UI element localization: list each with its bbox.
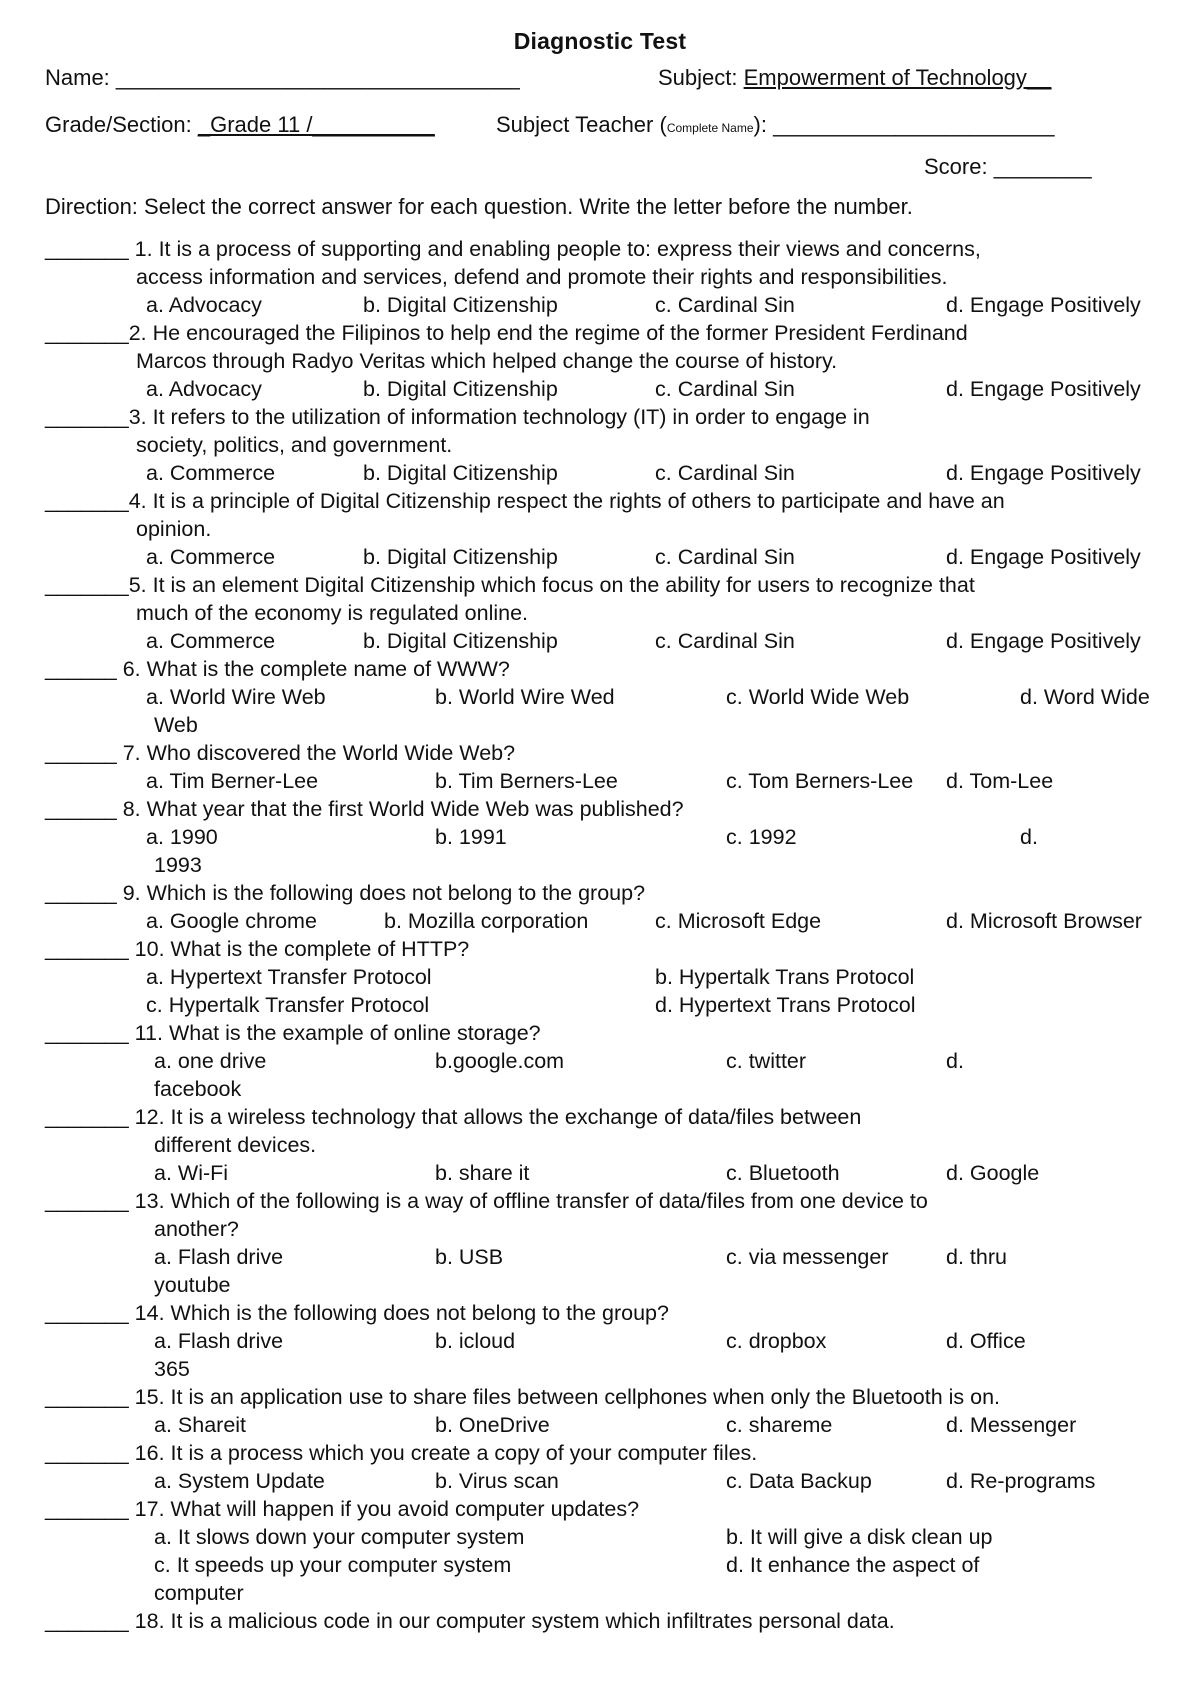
- answer-blank: ______: [45, 741, 117, 765]
- option-b: b. icloud: [435, 1329, 516, 1353]
- name-label: Name:: [45, 65, 116, 90]
- question-2: [45, 319, 968, 347]
- answer-blank: _______: [45, 237, 129, 261]
- option-a: a. Flash drive: [154, 1245, 284, 1269]
- option-continuation: computer: [154, 1581, 244, 1605]
- option-b: b. Virus scan: [435, 1469, 559, 1493]
- option-d: d. Engage Positively: [946, 461, 1141, 485]
- question-continuation: society, politics, and government.: [136, 433, 453, 457]
- option-d: d. Word Wide: [1020, 685, 1150, 709]
- question-13: [45, 1187, 928, 1215]
- answer-blank: _______: [45, 405, 129, 429]
- option-d: d. Messenger: [946, 1413, 1077, 1437]
- question-3: [45, 403, 870, 431]
- answer-blank: _______: [45, 1021, 129, 1045]
- option-a: a. one drive: [154, 1049, 267, 1073]
- question-12: [45, 1103, 861, 1131]
- option-c: c. shareme: [726, 1413, 833, 1437]
- subject-field: [658, 64, 1051, 92]
- option-d: d.: [946, 1049, 964, 1073]
- option-d: d. Engage Positively: [946, 629, 1141, 653]
- option-continuation: Web: [154, 713, 198, 737]
- question-text: 14. Which is the following does not belong to the group?: [128, 1301, 669, 1325]
- option-a: a. Wi-Fi: [154, 1161, 229, 1185]
- question-text: 18. It is a malicious code in our computer system which infiltrates personal data.: [128, 1609, 895, 1633]
- option-b: b. Hypertalk Trans Protocol: [655, 965, 915, 989]
- question-6: [45, 655, 510, 683]
- subject-value: Empowerment of Technology__: [743, 65, 1052, 90]
- question-4: [45, 487, 1005, 515]
- question-15: [45, 1383, 1000, 1411]
- option-d: d.: [1020, 825, 1038, 849]
- answer-blank: _______: [45, 1105, 129, 1129]
- grade-label: Grade/Section:: [45, 112, 198, 137]
- option-c: c. Bluetooth: [726, 1161, 840, 1185]
- question-text: 10. What is the complete of HTTP?: [128, 937, 470, 961]
- option-d: d. Office: [946, 1329, 1026, 1353]
- option-c: c. Cardinal Sin: [655, 629, 795, 653]
- option-d: d. Engage Positively: [946, 293, 1141, 317]
- question-1: [45, 235, 981, 263]
- option-c: c. Hypertalk Transfer Protocol: [146, 993, 430, 1017]
- question-11: [45, 1019, 541, 1047]
- score-blank: ________: [993, 154, 1092, 179]
- option-c: c. World Wide Web: [726, 685, 910, 709]
- option-a: a. System Update: [154, 1469, 325, 1493]
- option-a: a. 1990: [146, 825, 218, 849]
- option-a: a. World Wire Web: [146, 685, 326, 709]
- answer-blank: _______: [45, 937, 129, 961]
- question-text: 2. He encouraged the Filipinos to help end the regime of the former President Ferdinand: [128, 321, 968, 345]
- option-a: a. Tim Berner-Lee: [146, 769, 319, 793]
- teacher-field: [496, 111, 1055, 142]
- question-text: 4. It is a principle of Digital Citizenship respect the rights of others to participate and have an: [128, 489, 1005, 513]
- option-c: c. twitter: [726, 1049, 807, 1073]
- question-18: [45, 1607, 895, 1635]
- option-d: d. Hypertext Trans Protocol: [655, 993, 916, 1017]
- option-a: a. Commerce: [146, 461, 276, 485]
- question-text: 17. What will happen if you avoid computer updates?: [128, 1497, 640, 1521]
- option-continuation: facebook: [154, 1077, 242, 1101]
- option-d: d. Engage Positively: [946, 377, 1141, 401]
- option-a: a. Shareit: [154, 1413, 247, 1437]
- name-field: [45, 64, 520, 92]
- answer-blank: ______: [45, 657, 117, 681]
- option-b: b. share it: [435, 1161, 530, 1185]
- option-b: b. USB: [435, 1245, 504, 1269]
- option-d: d. Re-programs: [946, 1469, 1096, 1493]
- question-continuation: Marcos through Radyo Veritas which helped change the course of history.: [136, 349, 838, 373]
- subject-label: Subject:: [658, 65, 744, 90]
- question-16: [45, 1439, 757, 1467]
- question-9: [45, 879, 645, 907]
- question-14: [45, 1299, 669, 1327]
- option-c: c. Data Backup: [726, 1469, 872, 1493]
- option-d: d. Microsoft Browser: [946, 909, 1142, 933]
- answer-blank: _______: [45, 1385, 129, 1409]
- option-d: d. Engage Positively: [946, 545, 1141, 569]
- direction-text: Direction: Select the correct answer for each question. Write the letter before the number.: [45, 194, 913, 219]
- option-a: a. Commerce: [146, 629, 276, 653]
- option-c: c. Cardinal Sin: [655, 377, 795, 401]
- option-b: b. World Wire Wed: [435, 685, 615, 709]
- option-b: b. Digital Citizenship: [363, 461, 558, 485]
- option-d: d. It enhance the aspect of: [726, 1553, 980, 1577]
- option-continuation: 1993: [154, 853, 202, 877]
- question-text: 15. It is an application use to share files between cellphones when only the Bluetooth is on.: [128, 1385, 1001, 1409]
- question-text: 9. Which is the following does not belong to the group?: [116, 881, 646, 905]
- grade-value: _Grade 11 /__________: [197, 112, 435, 137]
- answer-blank: _______: [45, 573, 129, 597]
- option-b: b. Digital Citizenship: [363, 293, 558, 317]
- option-continuation: 365: [154, 1357, 190, 1381]
- option-a: a. Commerce: [146, 545, 276, 569]
- option-b: b.google.com: [435, 1049, 565, 1073]
- option-b: b. 1991: [435, 825, 507, 849]
- option-c: c. Tom Berners-Lee: [726, 769, 914, 793]
- teacher-blank: _______________________: [773, 112, 1055, 137]
- answer-blank: _______: [45, 1301, 129, 1325]
- teacher-label: Subject Teacher (: [496, 112, 667, 137]
- option-b: b. OneDrive: [435, 1413, 550, 1437]
- option-d: d. thru: [946, 1245, 1007, 1269]
- option-c: c. It speeds up your computer system: [154, 1553, 512, 1577]
- question-text: 8. What year that the first World Wide Web was published?: [116, 797, 684, 821]
- question-10: [45, 935, 469, 963]
- option-d: d. Tom-Lee: [946, 769, 1054, 793]
- option-a: a. Google chrome: [146, 909, 317, 933]
- option-a: a. Advocacy: [146, 377, 262, 401]
- option-b: b. Mozilla corporation: [384, 909, 589, 933]
- question-text: 3. It refers to the utilization of information technology (IT) in order to engage in: [128, 405, 870, 429]
- question-text: 6. What is the complete name of WWW?: [116, 657, 510, 681]
- option-c: c. dropbox: [726, 1329, 827, 1353]
- question-8: [45, 795, 684, 823]
- answer-blank: _______: [45, 489, 129, 513]
- grade-section-field: [45, 111, 435, 139]
- option-b: b. Tim Berners-Lee: [435, 769, 618, 793]
- question-text: 1. It is a process of supporting and enabling people to: express their views and concerns,: [128, 237, 981, 261]
- option-a: a. Flash drive: [154, 1329, 284, 1353]
- teacher-label-end: ):: [753, 112, 774, 137]
- option-continuation: youtube: [154, 1273, 231, 1297]
- option-c: c. via messenger: [726, 1245, 889, 1269]
- page-title: Diagnostic Test: [513, 28, 687, 54]
- question-continuation: different devices.: [154, 1133, 317, 1157]
- option-a: a. It slows down your computer system: [154, 1525, 525, 1549]
- score-label: Score:: [924, 154, 994, 179]
- option-c: c. 1992: [726, 825, 797, 849]
- question-text: 7. Who discovered the World Wide Web?: [116, 741, 516, 765]
- question-continuation: access information and services, defend and promote their rights and responsibilities.: [136, 265, 948, 289]
- question-continuation: another?: [154, 1217, 239, 1241]
- question-text: 16. It is a process which you create a copy of your computer files.: [128, 1441, 758, 1465]
- question-text: 13. Which of the following is a way of offline transfer of data/files from one device to: [128, 1189, 928, 1213]
- answer-blank: ______: [45, 881, 117, 905]
- answer-blank: _______: [45, 1441, 129, 1465]
- option-b: b. It will give a disk clean up: [726, 1525, 993, 1549]
- answer-blank: _______: [45, 1189, 129, 1213]
- option-b: b. Digital Citizenship: [363, 377, 558, 401]
- answer-blank: _______: [45, 321, 129, 345]
- answer-blank: _______: [45, 1609, 129, 1633]
- option-a: a. Advocacy: [146, 293, 262, 317]
- question-text: 11. What is the example of online storage?: [128, 1021, 541, 1045]
- option-c: c. Cardinal Sin: [655, 293, 795, 317]
- option-d: d. Google: [946, 1161, 1040, 1185]
- option-c: c. Cardinal Sin: [655, 545, 795, 569]
- question-continuation: opinion.: [136, 517, 212, 541]
- name-blank: _________________________________: [115, 65, 520, 90]
- option-a: a. Hypertext Transfer Protocol: [146, 965, 432, 989]
- option-b: b. Digital Citizenship: [363, 545, 558, 569]
- answer-blank: ______: [45, 797, 117, 821]
- option-c: c. Microsoft Edge: [655, 909, 822, 933]
- score-field: [924, 153, 1092, 181]
- question-7: [45, 739, 515, 767]
- question-5: [45, 571, 975, 599]
- question-17: [45, 1495, 639, 1523]
- question-text: 5. It is an element Digital Citizenship which focus on the ability for users to recognize that: [128, 573, 975, 597]
- answer-blank: _______: [45, 1497, 129, 1521]
- question-text: 12. It is a wireless technology that allows the exchange of data/files between: [128, 1105, 862, 1129]
- option-b: b. Digital Citizenship: [363, 629, 558, 653]
- option-c: c. Cardinal Sin: [655, 461, 795, 485]
- teacher-small-label: Complete Name: [666, 121, 754, 135]
- question-continuation: much of the economy is regulated online.: [136, 601, 529, 625]
